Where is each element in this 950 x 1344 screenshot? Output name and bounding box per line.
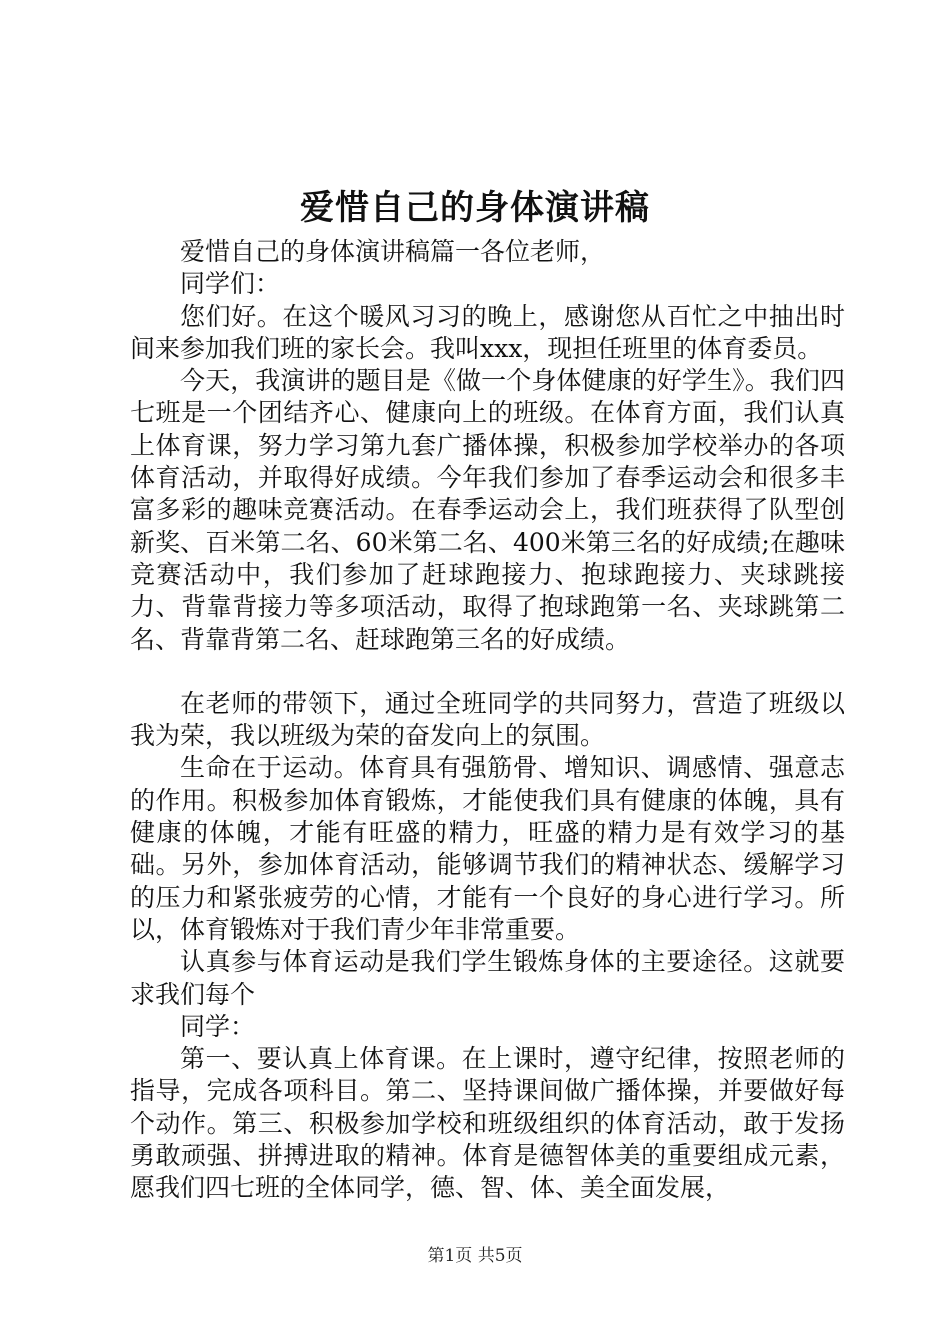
paragraph-6: 生命在于运动。体育具有强筋骨、增知识、调感情、强意志的作用。积极参加体育锻炼，才能使我们具有健康的体魄，具有健康的体魄，才能有旺盛的精力，旺盛的精力是有效学习的基础。另外，参加体育活动，能够调节我们的精神状态、缓解学习的压力和紧张疲劳的心情，才能有一个良好的身心进行学习。所以，体育锻炼对于我们青少年非常重要。 (130, 753, 845, 944)
page-footer: 第1页 共5页 (427, 1246, 523, 1266)
document-body (130, 236, 845, 1205)
paragraph-5: 在老师的带领下，通过全班同学的共同努力，营造了班级以我为荣，我以班级为荣的奋发向上的氛围。 (130, 688, 845, 751)
paragraph-1: 爱惜自己的身体演讲稿篇一各位老师， (180, 237, 606, 266)
paragraph-9: 第一、要认真上体育课。在上课时，遵守纪律，按照老师的指导，完成各项科目。第二、坚持课间做广播体操，并要做好每个动作。第三、积极参加学校和班级组织的体育活动，敢于发扬勇敢顽强、拼搏进取的精神。体育是德智体美的重要组成元素，愿我们四七班的全体同学，德、智、体、美全面发展， (130, 1044, 845, 1203)
document-title: 爱惜自己的身体演讲稿 (300, 188, 650, 228)
paragraph-8: 同学： (180, 1011, 256, 1041)
paragraph-7: 认真参与体育运动是我们学生锻炼身体的主要途径。这就要求我们每个 (130, 947, 845, 1009)
paragraph-4: 今天，我演讲的题目是《做一个身体健康的好学生》。我们四七班是一个团结齐心、健康向上的班级。在体育方面，我们认真上体育课，努力学习第九套广播体操，积极参加学校举办的各项体育活动，并取得好成绩。今年我们参加了春季运动会和很多丰富多彩的趣味竞赛活动。在春季运动会上，我们班获得了队型创新奖、百米第二名、60米第二名、400米第三名的好成绩;在趣味竞赛活动中，我们参加了赶球跑接力、抱球跑接力、夹球跳接力、背靠背接力等多项活动，取得了抱球跑第一名、夹球跳第二名、背靠背第二名、赶球跑第三名的好成绩。 (130, 366, 845, 654)
paragraph-3: 您们好。在这个暖风习习的晚上，感谢您从百忙之中抽出时间来参加我们班的家长会。我叫xxx，现担任班里的体育委员。 (130, 301, 845, 363)
paragraph-2: 同学们： (180, 269, 281, 299)
